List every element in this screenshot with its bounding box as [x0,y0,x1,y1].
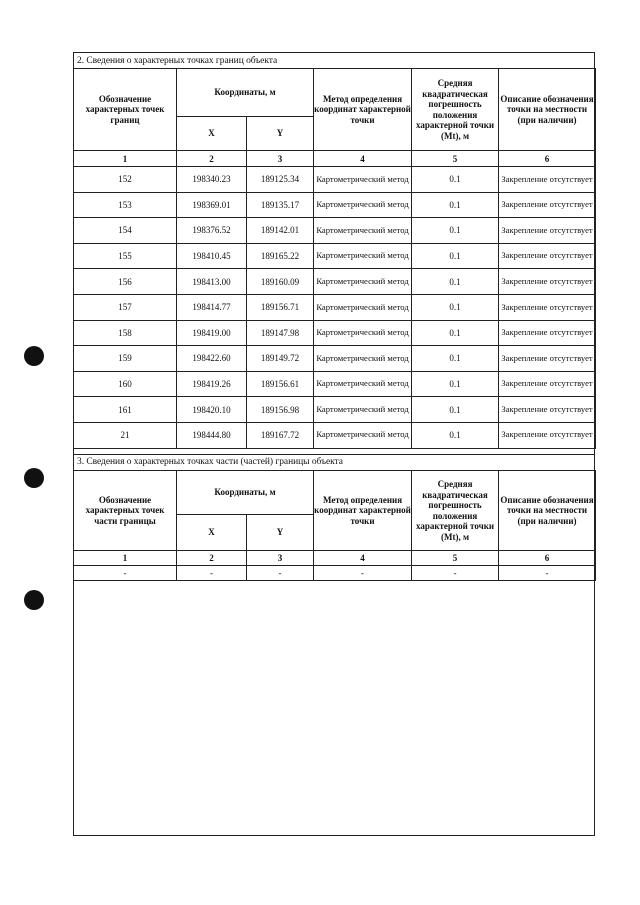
mt-value: 0.1 [412,192,499,218]
table-header-row [74,471,596,515]
point-description: Закрепление отсутствует [499,294,596,320]
point-description: Закрепление отсутствует [499,167,596,193]
col-header-error: Средняя квадратическая погрешность положения характерной точки (Mt), м [412,471,499,551]
point-id: 159 [74,346,177,372]
column-number: 6 [499,551,596,566]
coord-y: 189156.71 [247,294,314,320]
table-header-row [74,69,596,117]
mt-value: 0.1 [412,346,499,372]
coord-x: 198376.52 [177,218,247,244]
table-row [74,346,596,372]
point-id: 155 [74,243,177,269]
col-header-y: Y [247,515,314,551]
coord-y: - [247,566,314,581]
point-description: Закрепление отсутствует [499,192,596,218]
punch-hole [24,590,44,610]
mt-value: 0.1 [412,167,499,193]
column-number-row [74,551,596,566]
mt-value: 0.1 [412,269,499,295]
col-header-x: X [177,117,247,151]
coord-x: 198410.45 [177,243,247,269]
coord-y: 189165.22 [247,243,314,269]
method: - [314,566,412,581]
coord-y: 189149.72 [247,346,314,372]
column-number: 3 [247,151,314,167]
section-3-title: 3. Сведения о характерных точках части (частей) границы объекта [74,454,594,470]
column-number: 2 [177,551,247,566]
document-frame [73,52,595,836]
method: Картометрический метод [314,294,412,320]
column-number: 1 [74,551,177,566]
table-row [74,371,596,397]
point-description: Закрепление отсутствует [499,218,596,244]
column-number: 2 [177,151,247,167]
column-number: 6 [499,151,596,167]
col-header-description: Описание обозначения точки на местности (при наличии) [499,69,596,151]
point-id: 157 [74,294,177,320]
col-header-x: X [177,515,247,551]
point-description: Закрепление отсутствует [499,371,596,397]
column-number: 5 [412,151,499,167]
table-row [74,167,596,193]
column-number: 1 [74,151,177,167]
point-description: Закрепление отсутствует [499,320,596,346]
point-description: Закрепление отсутствует [499,397,596,423]
coord-y: 189135.17 [247,192,314,218]
col-header-y: Y [247,117,314,151]
coord-x: 198369.01 [177,192,247,218]
point-id: - [74,566,177,581]
point-description: Закрепление отсутствует [499,346,596,372]
point-description: - [499,566,596,581]
table-row [74,269,596,295]
coord-x: - [177,566,247,581]
method: Картометрический метод [314,243,412,269]
coord-x: 198444.80 [177,422,247,448]
table-row [74,218,596,244]
point-id: 153 [74,192,177,218]
point-id: 161 [74,397,177,423]
method: Картометрический метод [314,192,412,218]
point-id: 158 [74,320,177,346]
col-header-designation: Обозначение характерных точек части границы [74,471,177,551]
col-header-method: Метод определения координат характерной точки [314,471,412,551]
mt-value: - [412,566,499,581]
mt-value: 0.1 [412,371,499,397]
point-id: 160 [74,371,177,397]
punch-hole [24,346,44,366]
method: Картометрический метод [314,371,412,397]
point-description: Закрепление отсутствует [499,269,596,295]
col-header-coordinates: Координаты, м [177,69,314,117]
coord-x: 198419.26 [177,371,247,397]
point-description: Закрепление отсутствует [499,243,596,269]
mt-value: 0.1 [412,243,499,269]
column-number-row [74,151,596,167]
method: Картометрический метод [314,422,412,448]
mt-value: 0.1 [412,320,499,346]
col-header-description: Описание обозначения точки на местности (при наличии) [499,471,596,551]
coord-x: 198413.00 [177,269,247,295]
table-row [74,294,596,320]
col-header-method: Метод определения координат характерной точки [314,69,412,151]
method: Картометрический метод [314,320,412,346]
table-row [74,192,596,218]
table-row [74,397,596,423]
method: Картометрический метод [314,346,412,372]
section-2-title: 2. Сведения о характерных точках границ объекта [77,56,278,66]
section-3-table [73,470,596,581]
table-row [74,566,596,581]
coord-x: 198422.60 [177,346,247,372]
coord-y: 189156.61 [247,371,314,397]
coord-y: 189167.72 [247,422,314,448]
mt-value: 0.1 [412,422,499,448]
coord-x: 198420.10 [177,397,247,423]
point-id: 156 [74,269,177,295]
column-number: 3 [247,551,314,566]
coord-y: 189160.09 [247,269,314,295]
column-number: 5 [412,551,499,566]
coord-y: 189147.98 [247,320,314,346]
table-row [74,320,596,346]
point-description: Закрепление отсутствует [499,422,596,448]
coord-y: 189125.34 [247,167,314,193]
coord-y: 189156.98 [247,397,314,423]
method: Картометрический метод [314,218,412,244]
mt-value: 0.1 [412,218,499,244]
col-header-coordinates: Координаты, м [177,471,314,515]
point-id: 154 [74,218,177,244]
method: Картометрический метод [314,269,412,295]
mt-value: 0.1 [412,294,499,320]
table-row [74,422,596,448]
method: Картометрический метод [314,167,412,193]
coord-y: 189142.01 [247,218,314,244]
punch-hole [24,468,44,488]
point-id: 152 [74,167,177,193]
coord-x: 198419.00 [177,320,247,346]
column-number: 4 [314,151,412,167]
column-number: 4 [314,551,412,566]
table-row [74,243,596,269]
col-header-error: Средняя квадратическая погрешность положения характерной точки (Mt), м [412,69,499,151]
mt-value: 0.1 [412,397,499,423]
point-id: 21 [74,422,177,448]
section-2-table [73,68,596,449]
col-header-designation: Обозначение характерных точек границ [74,69,177,151]
coord-x: 198414.77 [177,294,247,320]
coord-x: 198340.23 [177,167,247,193]
method: Картометрический метод [314,397,412,423]
